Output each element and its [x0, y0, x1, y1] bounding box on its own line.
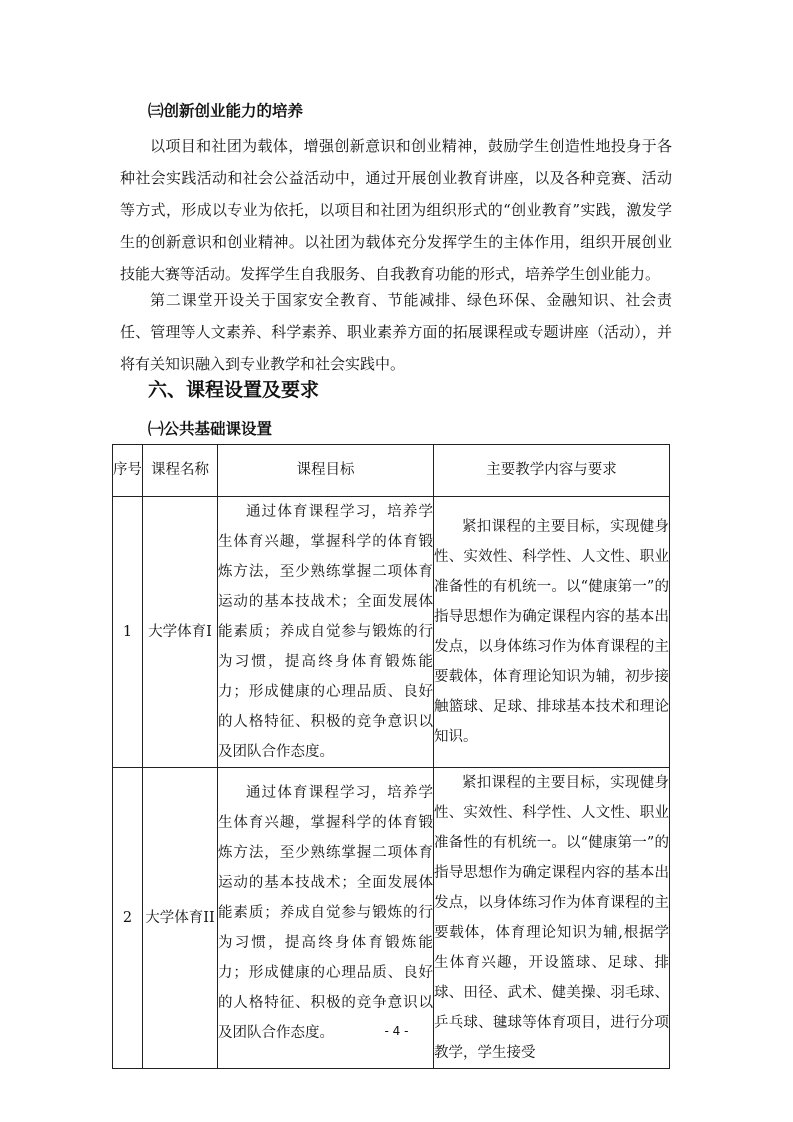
course-table [112, 444, 670, 1069]
paragraph-second-classroom: 第二课堂开设关于国家安全教育、节能减排、绿色环保、金融知识、社会责任、管理等人文素养、科学素养、职业素养方面的拓展课程或专题讲座（活动），并将有关知识融入到专业教学和社会实践中。 [120, 291, 672, 373]
header-course-content: 主要教学内容与要求 [434, 445, 670, 497]
row-course-name: 大学体育I [143, 497, 218, 768]
header-course-goal: 课程目标 [218, 445, 434, 497]
goal-text: 通过体育课程学习，培养学生体育兴趣，掌握科学的体育锻炼方法，至少熟练掌握二项体育运动的基本技战术；全面发展体能素质；养成自觉参与锻炼的行为习惯，提高终身体育锻炼能力；形成健康的心理品质、良好的人格特征、积极的竞争意识以及团队合作态度。 [218, 504, 433, 760]
section-heading-innovation: ㈢创新创业能力的培养 [148, 102, 304, 120]
goal-text: 通过体育课程学习，培养学生体育兴趣，掌握科学的体育锻炼方法，至少熟练掌握二项体育运动的基本技战术；全面发展体能素质；养成自觉参与锻炼的行为习惯，提高终身体育锻炼能力；形成健康的心理品质、良好的人格特征、积极的竞争意识以及团队合作态度。 [218, 785, 433, 1041]
row-course-content [434, 497, 670, 768]
table-header-row [113, 445, 670, 497]
chapter-heading: 六、课程设置及要求 [148, 379, 320, 401]
row-num: 2 [113, 768, 143, 1069]
header-course-name: 课程名称 [143, 445, 218, 497]
content-text: 紧扣课程的主要目标，实现健身性、实效性、科学性、人文性、职业准备性的有机统一。以“健康第一”的指导思想作为确定课程内容的基本出发点，以身体练习作为体育课程的主要载体，体育理论知识为辅,根据学生体育兴趣，开设篮球、足球、排球、田径、武术、健美操、羽毛球、乒乓球、毽球等体育项目，进行分项教学，学生接受 [434, 775, 669, 1061]
row-num: 1 [113, 497, 143, 768]
paragraph-innovation: 以项目和社团为载体，增强创新意识和创业精神，鼓励学生创造性地投身于各种社会实践活动和社会公益活动中，通过开展创业教育讲座，以及各种竞赛、活动等方式，形成以专业为依托，以项目和社团为组织形式的“创业教育”实践，激发学生的创新意识和创业精神。以社团为载体充分发挥学生的主体作用，组织开展创业技能大赛等活动。发挥学生自我服务、自我教育功能的形式，培养学生创业能力。 [120, 137, 672, 283]
row-course-goal [218, 497, 434, 768]
table-row [113, 497, 670, 768]
page-number: - 4 - [384, 1024, 409, 1038]
section-heading-public-courses: ㈠公共基础课设置 [148, 420, 273, 438]
content-text: 紧扣课程的主要目标，实现健身性、实效性、科学性、人文性、职业准备性的有机统一。以“健康第一”的指导思想作为确定课程内容的基本出发点，以身体练习作为体育课程的主要载体，体育理论知识为辅，初步接触篮球、足球、排球基本技术和理论知识。 [434, 519, 669, 745]
header-num: 序号 [113, 445, 143, 497]
row-course-name: 大学体育II [143, 768, 218, 1069]
